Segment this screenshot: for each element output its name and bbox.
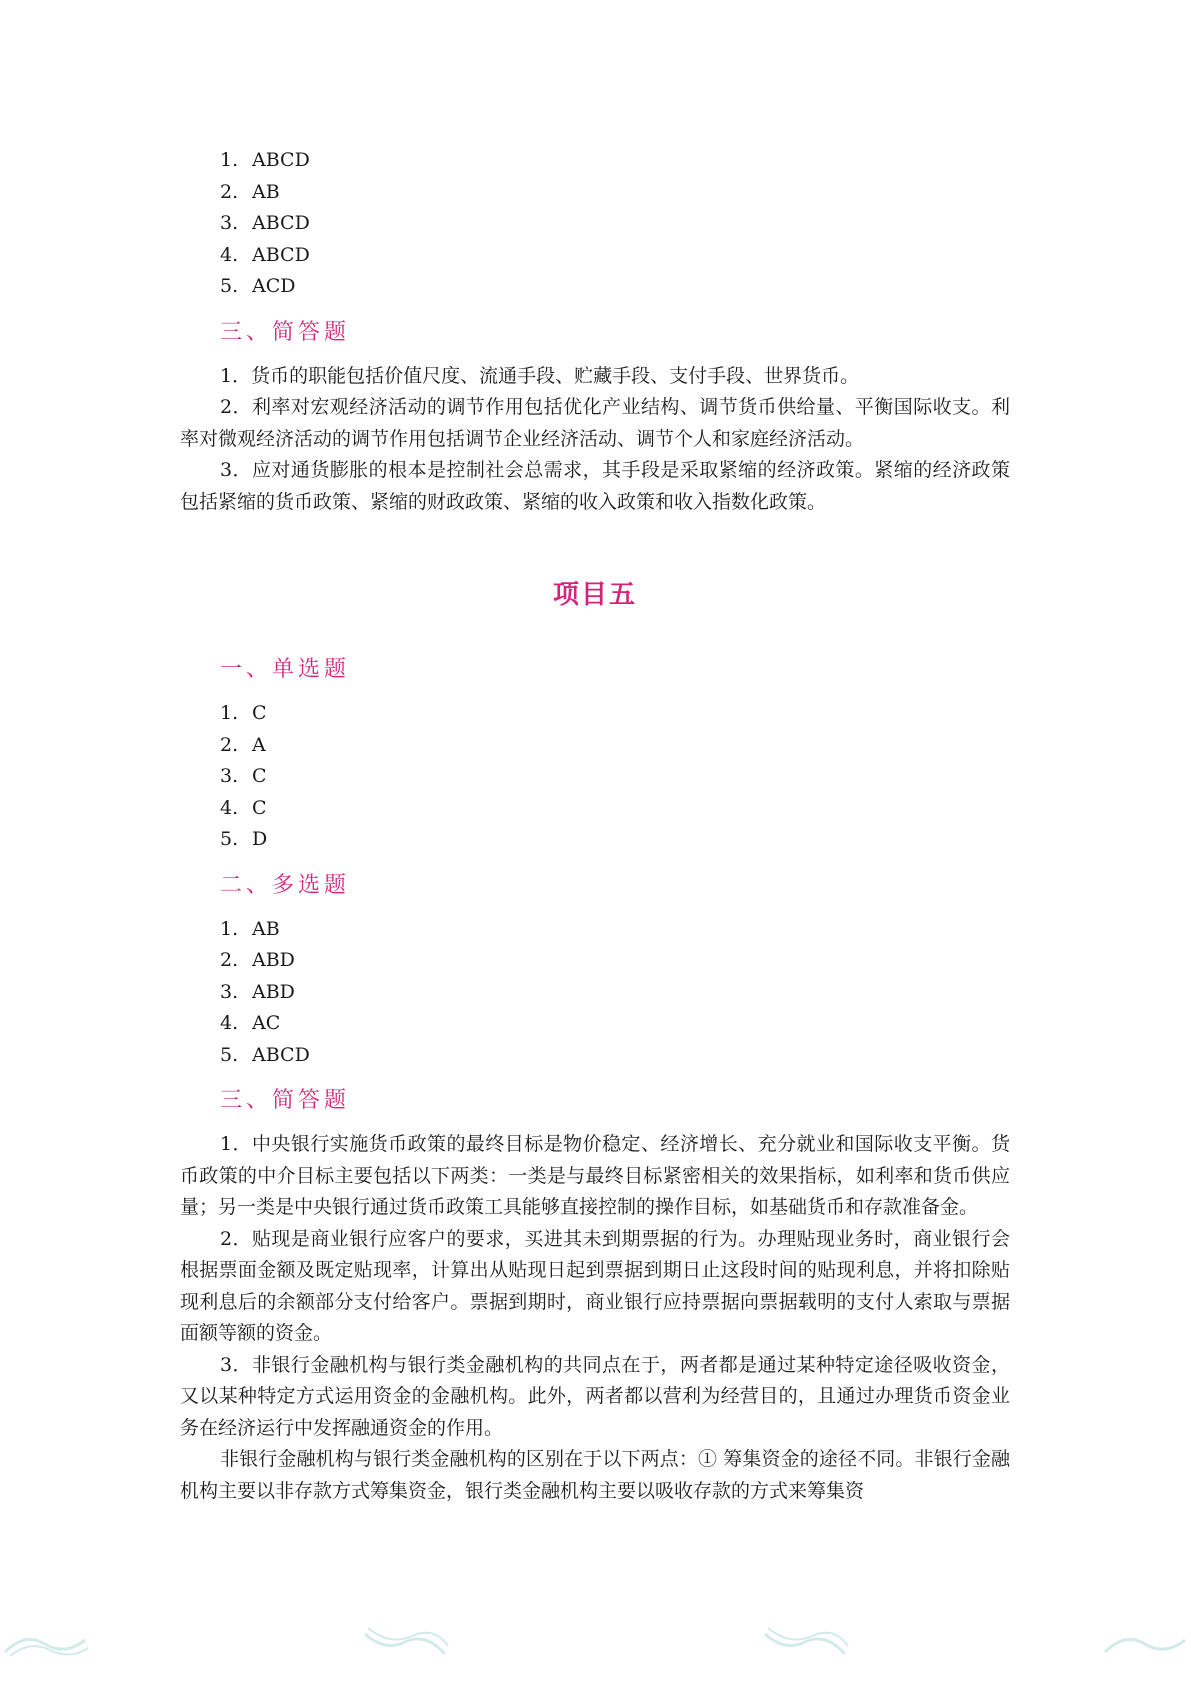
prev-multi-answer-list bbox=[180, 145, 1010, 303]
list-item: 4. AC bbox=[220, 1012, 281, 1034]
section-heading-single-choice: 一、单选题 bbox=[220, 657, 351, 682]
chapter-title: 项目五 bbox=[552, 580, 637, 610]
multi-choice-answer-list bbox=[180, 914, 1010, 1072]
list-item: 4. C bbox=[220, 796, 267, 819]
list-item: 4. ABCD bbox=[220, 243, 310, 266]
list-item: 3. ABCD bbox=[220, 212, 310, 234]
list-item: 5. D bbox=[220, 828, 268, 850]
list-item: 3. C bbox=[220, 765, 267, 787]
section-heading-short-answer: 三、简答题 bbox=[220, 1088, 351, 1113]
list-item: 2. A bbox=[220, 733, 266, 756]
list-item: 5. ACD bbox=[220, 275, 296, 297]
paragraph: 1．中央银行实施货币政策的最终目标是物价稳定、经济增长、充分就业和国际收支平衡。货币政策的中介目标主要包括以下两类：一类是与最终目标紧密相关的效果指标，如利率和货币供应量；另一类是中央银行通过货币政策工具能够直接控制的操作目标，如基础货币和存款准备金。 bbox=[180, 1133, 1010, 1218]
list-item: 2. ABD bbox=[220, 949, 295, 971]
list-item: 1. C bbox=[220, 702, 267, 724]
list-item: 2. AB bbox=[220, 180, 280, 203]
paragraph: 非银行金融机构与银行类金融机构的区别在于以下两点：① 筹集资金的途径不同。非银行金融机构主要以非存款方式筹集资金，银行类金融机构主要以吸收存款的方式来筹集资 bbox=[180, 1448, 1010, 1502]
watermark-logo-icon bbox=[360, 1622, 450, 1662]
paragraph: 3．非银行金融机构与银行类金融机构的共同点在于，两者都是通过某种特定途径吸收资金，又以某种特定方式运用资金的金融机构。此外，两者都以营利为经营目的，且通过办理货币资金业务在经济运行中发挥融通资金的作用。 bbox=[180, 1353, 1010, 1439]
list-item: 1. AB bbox=[220, 917, 280, 940]
watermark-logo-icon bbox=[1100, 1622, 1190, 1662]
section-heading-multi-choice: 二、多选题 bbox=[220, 872, 351, 898]
paragraph: 1．货币的职能包括价值尺度、流通手段、贮藏手段、支付手段、世界货币。 bbox=[220, 364, 860, 387]
list-item: 3. ABD bbox=[220, 980, 295, 1003]
paragraph: 2．贴现是商业银行应客户的要求，买进其未到期票据的行为。办理贴现业务时，商业银行会根据票面金额及既定贴现率，计算出从贴现日起到票据到期日止这段时间的贴现利息，并将扣除贴现利息后的余额部分支付给客户。票据到期时，商业银行应持票据向票据载明的支付人索取与票据面额等额的资金。 bbox=[180, 1227, 1010, 1344]
watermark-logo-icon bbox=[0, 1622, 90, 1662]
paragraph: 3．应对通货膨胀的根本是控制社会总需求，其手段是采取紧缩的经济政策。紧缩的经济政策包括紧缩的货币政策、紧缩的财政政策、紧缩的收入政策和收入指数化政策。 bbox=[180, 459, 1010, 513]
list-item: 1. ABCD bbox=[220, 149, 310, 171]
paragraph: 2．利率对宏观经济活动的调节作用包括优化产业结构、调节货币供给量、平衡国际收支。利率对微观经济活动的调节作用包括调节企业经济活动、调节个人和家庭经济活动。 bbox=[180, 396, 1010, 450]
list-item: 5. ABCD bbox=[220, 1043, 310, 1066]
section-heading-short-answer: 三、简答题 bbox=[220, 319, 351, 345]
page-content bbox=[180, 145, 1010, 1507]
single-choice-answer-list bbox=[180, 698, 1010, 856]
watermark-logo-icon bbox=[760, 1622, 850, 1662]
